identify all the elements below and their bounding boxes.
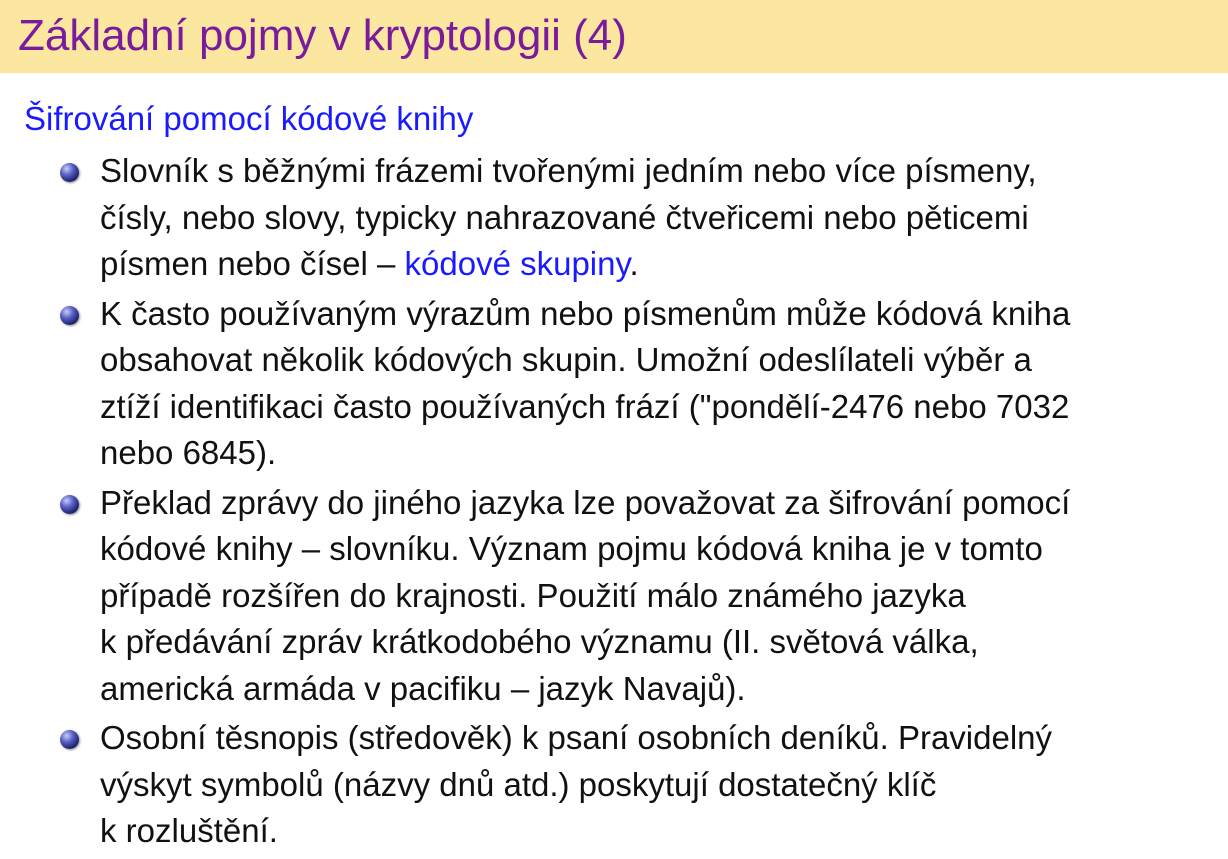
- bullet-text: .: [629, 245, 639, 282]
- ball-bullet-icon: [60, 163, 79, 182]
- bullet-line: výskyt symbolů (názvy dnů atd.) poskytují dostatečný klíč: [100, 765, 937, 803]
- block-title: Šifrování pomocí kódové knihy: [24, 100, 474, 137]
- bullet-line: obsahovat několik kódových skupin. Umožní odeslílateli výběr a: [100, 341, 1032, 378]
- bullet-line: Slovník s běžnými frázemi tvořenými jedním nebo více písmeny,: [100, 152, 1037, 189]
- bullet-line: K často používaným výrazům nebo písmenům může kódová kniha: [100, 294, 1071, 332]
- bullet-line: případě rozšířen do krajnosti. Použití málo známého jazyka: [100, 576, 966, 614]
- highlighted-term: kódové skupiny: [404, 245, 630, 282]
- bullet-item: [0, 715, 1228, 855]
- title-bar: [0, 0, 1228, 73]
- bullet-line: [100, 241, 1208, 288]
- bullet-line: k předávání zpráv krátkodobého významu (II. světová válka,: [100, 623, 979, 660]
- bullet-line: ztíží identifikaci často používaných frází ("pondělí-2476 nebo 7032: [100, 387, 1070, 425]
- bullet-list: [0, 148, 1228, 855]
- ball-bullet-icon: [60, 306, 79, 325]
- bullet-item: [0, 291, 1228, 477]
- bullet-line: americká armáda v pacifiku – jazyk Navajů).: [100, 669, 746, 707]
- bullet-item: [0, 480, 1228, 713]
- bullet-line: Osobní těsnopis (středověk) k psaní osobních deníků. Pravidelný: [100, 719, 1053, 756]
- slide-title: Základní pojmy v kryptologii (4): [18, 11, 627, 60]
- bullet-line: nebo 6845).: [100, 434, 277, 471]
- bullet-line: Překlad zprávy do jiného jazyka lze považovat za šifrování pomocí: [100, 483, 1071, 521]
- ball-bullet-icon: [60, 495, 79, 514]
- ball-bullet-icon: [60, 730, 79, 749]
- bullet-line: čísly, nebo slovy, typicky nahrazované čtveřicemi nebo pěticemi: [100, 198, 1029, 236]
- bullet-text: písmen nebo čísel –: [100, 245, 405, 282]
- bullet-line: k rozluštění.: [100, 812, 278, 849]
- bullet-line: kódové knihy – slovníku. Význam pojmu kódová kniha je v tomto: [100, 530, 1043, 567]
- bullet-item: [0, 148, 1228, 288]
